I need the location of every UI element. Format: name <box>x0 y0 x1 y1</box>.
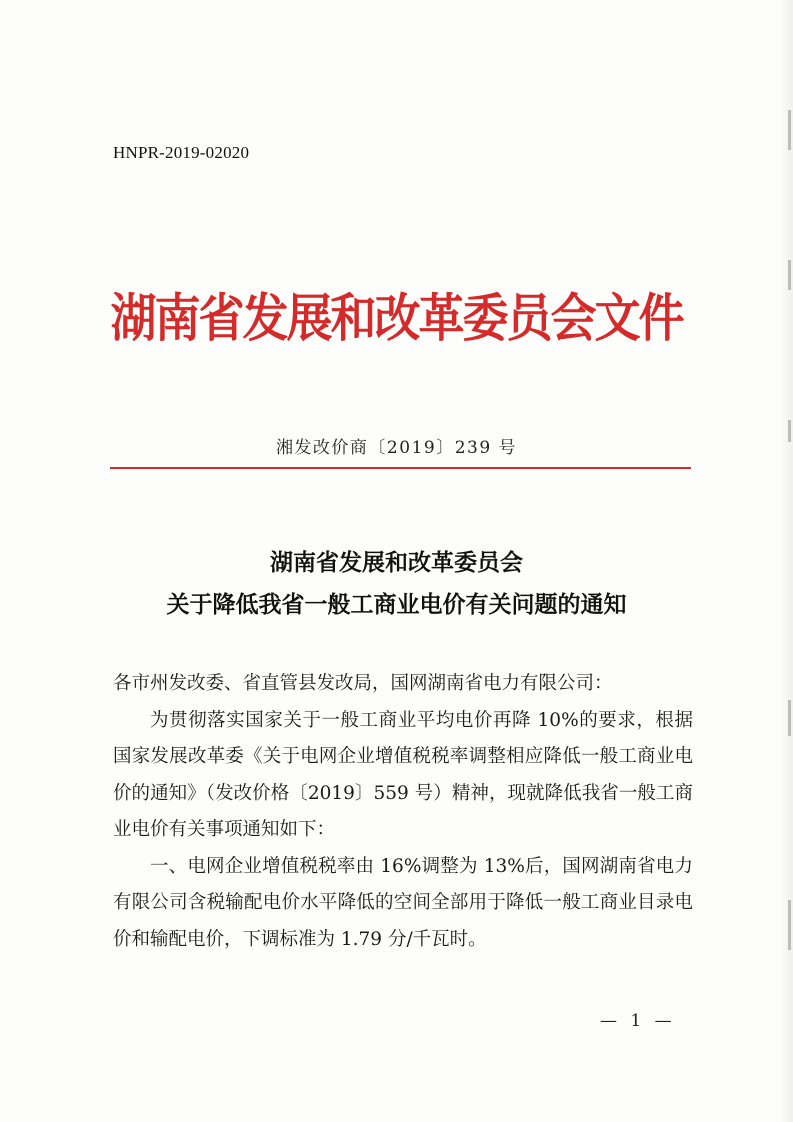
document-title <box>0 542 793 626</box>
scan-edge-marks <box>787 0 791 1122</box>
document-number: 湘发改价商〔2019〕239 号 <box>275 438 518 458</box>
red-separator-line <box>110 467 691 469</box>
body-paragraph-2: 一、电网企业增值税税率由 16%调整为 13%后，国网湖南省电力有限公司含税输配电价水平降低的空间全部用于降低一般工商业目录电价和输配电价，下调标准为 1.79 分/千瓦时。 <box>113 855 693 950</box>
document-body <box>113 666 693 958</box>
document-id-code: HNPR-2019-02020 <box>113 143 250 162</box>
body-paragraph-1: 为贯彻落实国家关于一般工商业平均电价再降 10%的要求，根据国家发展改革委《关于电网企业增值税税率调整相应降低一般工商业电价的通知》（发改价格〔2019〕559 号）精神，现就降低我省一般工商业电价有关事项通知如下： <box>113 709 693 840</box>
title-line-2: 关于降低我省一般工商业电价有关问题的通知 <box>166 591 627 618</box>
page-number: — 1 — <box>600 1011 676 1031</box>
title-line-1: 湖南省发展和改革委员会 <box>270 549 523 576</box>
issuing-organization-header: 湖南省发展和改革委员会文件 <box>110 288 683 349</box>
salutation: 各市州发改委、省直管县发改局，国网湖南省电力有限公司： <box>113 673 613 694</box>
